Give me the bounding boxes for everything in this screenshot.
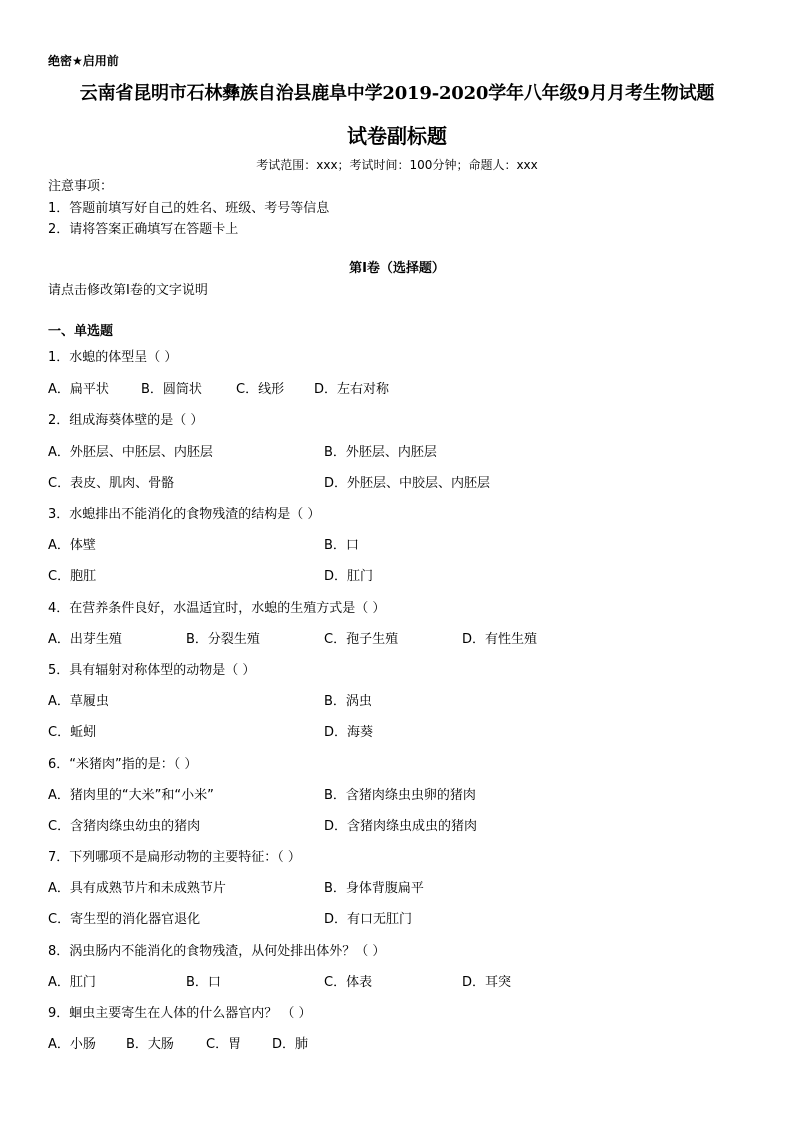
- answer-option: A．猪肉里的“大米”和“小米”: [48, 788, 214, 803]
- question-stem: 8．涡虫肠内不能消化的食物残渣，从何处排出体外？（ ）: [48, 944, 386, 959]
- secret-label: 绝密★启用前: [48, 54, 119, 68]
- answer-option: A．具有成熟节片和未成熟节片: [48, 881, 226, 896]
- notice-item: 2．请将答案正确填写在答题卡上: [48, 222, 239, 237]
- answer-option: A．小肠: [48, 1037, 96, 1052]
- answer-option: B．大肠: [126, 1037, 174, 1052]
- notice-block: [48, 176, 329, 241]
- notice-item: 1．答题前填写好自己的姓名、班级、考号等信息: [48, 200, 330, 216]
- answer-option: C．寄生型的消化器官退化: [48, 912, 201, 927]
- answer-option: C．孢子生殖: [324, 632, 399, 647]
- question-stem: 9．蛔虫主要寄生在人体的什么器官内？ （ ）: [48, 1006, 312, 1021]
- answer-option: B．涡虫: [324, 694, 372, 709]
- answer-option: B．外胚层、内胚层: [324, 445, 437, 460]
- answer-option: A．体壁: [48, 538, 96, 553]
- answer-option: C．线形: [236, 382, 285, 397]
- answer-option: B．口: [186, 975, 221, 990]
- question-stem: 5．具有辐射对称体型的动物是（ ）: [48, 663, 256, 678]
- question-stem: 4．在营养条件良好，水温适宜时，水螅的生殖方式是（ ）: [48, 601, 386, 616]
- question-stem: 1．水螅的体型呈（ ）: [48, 350, 178, 365]
- answer-option: A．外胚层、中胚层、内胚层: [48, 445, 213, 460]
- exam-title: 云南省昆明市石林彝族自治县鹿阜中学2019-2020学年八年级9月月考生物试题: [79, 83, 715, 104]
- section-description: 请点击修改第I卷的文字说明: [48, 283, 208, 298]
- answer-option: D．肺: [272, 1037, 309, 1052]
- answer-option: A．出芽生殖: [48, 632, 122, 647]
- question-stem: 2．组成海葵体壁的是（ ）: [48, 413, 204, 428]
- answer-option: A．扁平状: [48, 382, 109, 397]
- answer-option: B．身体背腹扁平: [324, 881, 424, 896]
- answer-option: B．圆筒状: [141, 382, 202, 397]
- answer-option: D．肛门: [324, 569, 374, 584]
- answer-option: D．海葵: [324, 725, 374, 740]
- part-heading: 一、单选题: [48, 324, 114, 339]
- answer-option: B．口: [324, 538, 359, 553]
- answer-option: C．体表: [324, 975, 373, 990]
- answer-option: C．蚯蚓: [48, 725, 97, 740]
- question-stem: 6．“米猪肉”指的是：（ ）: [48, 757, 198, 772]
- answer-option: C．胃: [206, 1037, 242, 1052]
- answer-option: C．表皮、肌肉、骨骼: [48, 476, 175, 491]
- answer-option: B．含猪肉绦虫虫卵的猪肉: [324, 788, 476, 803]
- section-title: 第I卷（选择题）: [349, 261, 445, 276]
- answer-option: A．草履虫: [48, 694, 109, 709]
- question-stem: 7．下列哪项不是扁形动物的主要特征：（ ）: [48, 850, 301, 865]
- answer-option: B．分裂生殖: [186, 632, 260, 647]
- answer-option: D．含猪肉绦虫成虫的猪肉: [324, 819, 478, 834]
- question-stem: 3．水螅排出不能消化的食物残渣的结构是（ ）: [48, 507, 321, 522]
- answer-option: D．左右对称: [314, 382, 390, 397]
- exam-subtitle: 试卷副标题: [347, 124, 447, 148]
- answer-option: D．外胚层、中胶层、内胚层: [324, 476, 491, 491]
- answer-option: C．胞肛: [48, 569, 97, 584]
- notice-heading: 注意事项：: [48, 179, 114, 194]
- answer-option: C．含猪肉绦虫幼虫的猪肉: [48, 819, 201, 834]
- answer-option: D．有性生殖: [462, 632, 538, 647]
- exam-info: 考试范围：xxx；考试时间：100分钟；命题人：xxx: [256, 158, 538, 172]
- answer-option: D．耳突: [462, 975, 512, 990]
- answer-option: A．肛门: [48, 975, 96, 990]
- answer-option: D．有口无肛门: [324, 912, 413, 927]
